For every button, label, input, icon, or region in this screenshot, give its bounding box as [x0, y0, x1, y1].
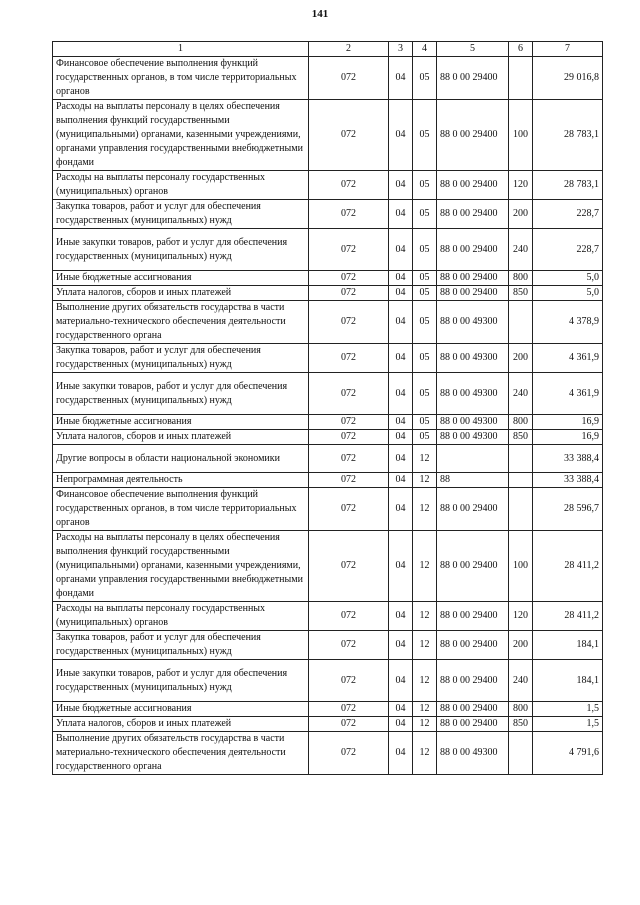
cell-admin-code: 072 — [309, 660, 389, 702]
table-row — [53, 200, 603, 229]
cell-section: 04 — [389, 430, 413, 445]
cell-amount: 184,1 — [533, 631, 603, 660]
table-row — [53, 717, 603, 732]
cell-admin-code: 072 — [309, 732, 389, 775]
cell-admin-code: 072 — [309, 229, 389, 271]
cell-amount: 28 596,7 — [533, 488, 603, 531]
cell-expense-type — [509, 732, 533, 775]
cell-amount: 16,9 — [533, 430, 603, 445]
cell-target-article: 88 0 00 29400 — [437, 271, 509, 286]
cell-amount: 16,9 — [533, 415, 603, 430]
table-row — [53, 602, 603, 631]
cell-name: Расходы на выплаты персоналу государственных (муниципальных) органов — [53, 602, 309, 631]
cell-name: Уплата налогов, сборов и иных платежей — [53, 430, 309, 445]
cell-name: Выполнение других обязательств государства в части материально-технического обеспечения деятельности государственного органа — [53, 732, 309, 775]
cell-expense-type: 800 — [509, 271, 533, 286]
cell-expense-type — [509, 473, 533, 488]
header-col-5: 5 — [437, 42, 509, 57]
table-row — [53, 344, 603, 373]
cell-section: 04 — [389, 57, 413, 100]
cell-admin-code: 072 — [309, 100, 389, 171]
cell-amount: 4 378,9 — [533, 301, 603, 344]
cell-expense-type: 800 — [509, 702, 533, 717]
cell-name: Расходы на выплаты персоналу в целях обеспечения выполнения функций государственными (муниципальными) органами, казенными учреждениями, органами управления государственными внебюджетными фондами — [53, 531, 309, 602]
cell-target-article: 88 0 00 29400 — [437, 702, 509, 717]
cell-subsection: 05 — [413, 344, 437, 373]
cell-name: Расходы на выплаты персоналу в целях обеспечения выполнения функций государственными (муниципальными) органами, казенными учреждениями, органами управления государственными внебюджетными фондами — [53, 100, 309, 171]
table-row — [53, 531, 603, 602]
cell-expense-type: 200 — [509, 344, 533, 373]
cell-amount: 4 791,6 — [533, 732, 603, 775]
cell-expense-type: 240 — [509, 660, 533, 702]
cell-section: 04 — [389, 373, 413, 415]
cell-target-article: 88 0 00 29400 — [437, 171, 509, 200]
cell-amount: 29 016,8 — [533, 57, 603, 100]
cell-admin-code: 072 — [309, 702, 389, 717]
cell-subsection: 05 — [413, 415, 437, 430]
cell-subsection: 12 — [413, 660, 437, 702]
cell-name: Иные закупки товаров, работ и услуг для обеспечения государственных (муниципальных) нужд — [53, 373, 309, 415]
cell-subsection: 12 — [413, 602, 437, 631]
cell-admin-code: 072 — [309, 200, 389, 229]
table-row — [53, 229, 603, 271]
table-row — [53, 660, 603, 702]
cell-expense-type: 120 — [509, 602, 533, 631]
cell-expense-type: 120 — [509, 171, 533, 200]
cell-subsection: 12 — [413, 717, 437, 732]
cell-target-article: 88 0 00 49300 — [437, 344, 509, 373]
cell-name: Закупка товаров, работ и услуг для обеспечения государственных (муниципальных) нужд — [53, 344, 309, 373]
cell-target-article: 88 0 00 49300 — [437, 430, 509, 445]
cell-section: 04 — [389, 717, 413, 732]
cell-subsection: 12 — [413, 488, 437, 531]
table-row — [53, 286, 603, 301]
cell-amount: 4 361,9 — [533, 344, 603, 373]
cell-expense-type: 850 — [509, 717, 533, 732]
cell-subsection: 12 — [413, 732, 437, 775]
cell-subsection: 05 — [413, 271, 437, 286]
table-row — [53, 171, 603, 200]
cell-admin-code: 072 — [309, 415, 389, 430]
cell-target-article: 88 0 00 29400 — [437, 229, 509, 271]
cell-admin-code: 072 — [309, 717, 389, 732]
cell-expense-type: 100 — [509, 531, 533, 602]
cell-admin-code: 072 — [309, 286, 389, 301]
cell-section: 04 — [389, 473, 413, 488]
table-row — [53, 445, 603, 473]
table-row — [53, 271, 603, 286]
cell-section: 04 — [389, 415, 413, 430]
cell-name: Закупка товаров, работ и услуг для обеспечения государственных (муниципальных) нужд — [53, 200, 309, 229]
cell-target-article — [437, 445, 509, 473]
header-col-7: 7 — [533, 42, 603, 57]
cell-expense-type: 850 — [509, 430, 533, 445]
cell-section: 04 — [389, 531, 413, 602]
table-row — [53, 100, 603, 171]
table-row — [53, 702, 603, 717]
cell-name: Иные бюджетные ассигнования — [53, 702, 309, 717]
cell-amount: 1,5 — [533, 717, 603, 732]
cell-expense-type: 240 — [509, 373, 533, 415]
cell-section: 04 — [389, 602, 413, 631]
cell-name: Финансовое обеспечение выполнения функций государственных органов, в том числе территориальных органов — [53, 57, 309, 100]
cell-target-article: 88 0 00 29400 — [437, 660, 509, 702]
cell-target-article: 88 0 00 49300 — [437, 732, 509, 775]
cell-amount: 1,5 — [533, 702, 603, 717]
cell-expense-type — [509, 57, 533, 100]
header-col-4: 4 — [413, 42, 437, 57]
cell-section: 04 — [389, 732, 413, 775]
cell-section: 04 — [389, 344, 413, 373]
cell-target-article: 88 0 00 29400 — [437, 488, 509, 531]
cell-section: 04 — [389, 100, 413, 171]
cell-name: Закупка товаров, работ и услуг для обеспечения государственных (муниципальных) нужд — [53, 631, 309, 660]
header-col-1: 1 — [53, 42, 309, 57]
cell-expense-type: 850 — [509, 286, 533, 301]
cell-admin-code: 072 — [309, 301, 389, 344]
cell-admin-code: 072 — [309, 171, 389, 200]
table-row — [53, 415, 603, 430]
cell-subsection: 12 — [413, 702, 437, 717]
table-row — [53, 488, 603, 531]
cell-name: Иные бюджетные ассигнования — [53, 271, 309, 286]
cell-subsection: 05 — [413, 286, 437, 301]
cell-target-article: 88 0 00 49300 — [437, 373, 509, 415]
cell-amount: 33 388,4 — [533, 473, 603, 488]
cell-section: 04 — [389, 229, 413, 271]
cell-subsection: 12 — [413, 445, 437, 473]
cell-admin-code: 072 — [309, 531, 389, 602]
cell-expense-type — [509, 488, 533, 531]
cell-amount: 33 388,4 — [533, 445, 603, 473]
cell-subsection: 05 — [413, 373, 437, 415]
cell-target-article: 88 0 00 49300 — [437, 301, 509, 344]
cell-subsection: 12 — [413, 631, 437, 660]
cell-admin-code: 072 — [309, 344, 389, 373]
cell-target-article: 88 — [437, 473, 509, 488]
cell-admin-code: 072 — [309, 602, 389, 631]
header-row — [53, 42, 603, 57]
cell-amount: 28 783,1 — [533, 100, 603, 171]
cell-target-article: 88 0 00 49300 — [437, 415, 509, 430]
cell-amount: 228,7 — [533, 229, 603, 271]
header-col-3: 3 — [389, 42, 413, 57]
cell-target-article: 88 0 00 29400 — [437, 286, 509, 301]
cell-target-article: 88 0 00 29400 — [437, 100, 509, 171]
cell-target-article: 88 0 00 29400 — [437, 631, 509, 660]
cell-expense-type: 240 — [509, 229, 533, 271]
cell-admin-code: 072 — [309, 271, 389, 286]
cell-expense-type: 800 — [509, 415, 533, 430]
cell-amount: 4 361,9 — [533, 373, 603, 415]
cell-amount: 5,0 — [533, 271, 603, 286]
cell-section: 04 — [389, 286, 413, 301]
cell-amount: 28 783,1 — [533, 171, 603, 200]
cell-admin-code: 072 — [309, 430, 389, 445]
table-row — [53, 373, 603, 415]
cell-section: 04 — [389, 301, 413, 344]
budget-table — [52, 41, 603, 775]
cell-admin-code: 072 — [309, 373, 389, 415]
cell-admin-code: 072 — [309, 473, 389, 488]
cell-expense-type: 100 — [509, 100, 533, 171]
table-row — [53, 430, 603, 445]
cell-subsection: 05 — [413, 100, 437, 171]
cell-admin-code: 072 — [309, 488, 389, 531]
cell-section: 04 — [389, 631, 413, 660]
cell-subsection: 05 — [413, 430, 437, 445]
cell-expense-type — [509, 445, 533, 473]
header-col-6: 6 — [509, 42, 533, 57]
table-row — [53, 732, 603, 775]
cell-section: 04 — [389, 171, 413, 200]
header-col-2: 2 — [309, 42, 389, 57]
cell-target-article: 88 0 00 29400 — [437, 200, 509, 229]
table-row — [53, 473, 603, 488]
cell-subsection: 05 — [413, 171, 437, 200]
cell-section: 04 — [389, 271, 413, 286]
table-row — [53, 631, 603, 660]
page-number: 141 — [311, 8, 329, 20]
cell-subsection: 12 — [413, 473, 437, 488]
cell-target-article: 88 0 00 29400 — [437, 602, 509, 631]
table-header — [53, 42, 603, 57]
cell-subsection: 05 — [413, 57, 437, 100]
cell-name: Иные бюджетные ассигнования — [53, 415, 309, 430]
cell-section: 04 — [389, 488, 413, 531]
cell-name: Уплата налогов, сборов и иных платежей — [53, 286, 309, 301]
cell-name: Выполнение других обязательств государства в части материально-технического обеспечения деятельности государственного органа — [53, 301, 309, 344]
cell-amount: 228,7 — [533, 200, 603, 229]
cell-section: 04 — [389, 660, 413, 702]
cell-amount: 5,0 — [533, 286, 603, 301]
cell-name: Расходы на выплаты персоналу государственных (муниципальных) органов — [53, 171, 309, 200]
cell-admin-code: 072 — [309, 445, 389, 473]
cell-target-article: 88 0 00 29400 — [437, 717, 509, 732]
cell-subsection: 05 — [413, 301, 437, 344]
cell-subsection: 12 — [413, 531, 437, 602]
cell-section: 04 — [389, 445, 413, 473]
cell-expense-type: 200 — [509, 200, 533, 229]
cell-subsection: 05 — [413, 200, 437, 229]
cell-name: Финансовое обеспечение выполнения функций государственных органов, в том числе территориальных органов — [53, 488, 309, 531]
cell-admin-code: 072 — [309, 57, 389, 100]
cell-amount: 184,1 — [533, 660, 603, 702]
cell-expense-type: 200 — [509, 631, 533, 660]
cell-target-article: 88 0 00 29400 — [437, 57, 509, 100]
cell-amount: 28 411,2 — [533, 531, 603, 602]
cell-expense-type — [509, 301, 533, 344]
cell-subsection: 05 — [413, 229, 437, 271]
cell-name: Иные закупки товаров, работ и услуг для обеспечения государственных (муниципальных) нужд — [53, 229, 309, 271]
table-row — [53, 301, 603, 344]
cell-target-article: 88 0 00 29400 — [437, 531, 509, 602]
cell-amount: 28 411,2 — [533, 602, 603, 631]
cell-name: Непрограммная деятельность — [53, 473, 309, 488]
cell-name: Другие вопросы в области национальной экономики — [53, 445, 309, 473]
cell-name: Иные закупки товаров, работ и услуг для обеспечения государственных (муниципальных) нужд — [53, 660, 309, 702]
cell-name: Уплата налогов, сборов и иных платежей — [53, 717, 309, 732]
cell-section: 04 — [389, 702, 413, 717]
cell-admin-code: 072 — [309, 631, 389, 660]
cell-section: 04 — [389, 200, 413, 229]
table-row — [53, 57, 603, 100]
table-body — [53, 57, 603, 775]
